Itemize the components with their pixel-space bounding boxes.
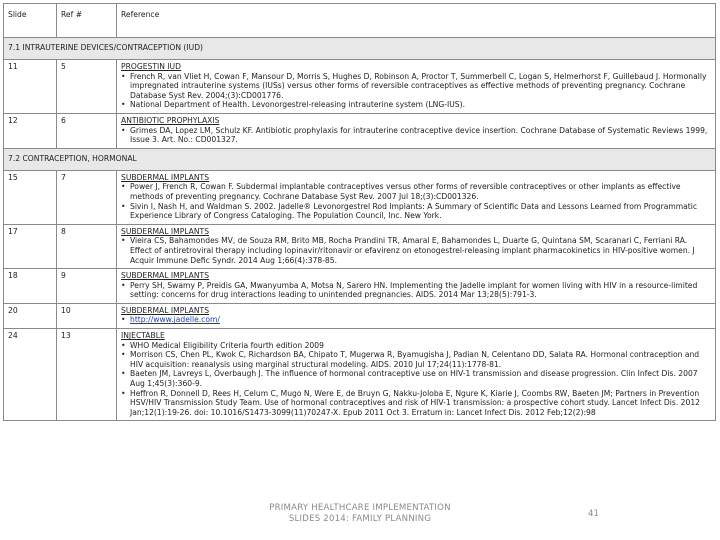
jadelle-link[interactable]: http://www.jadelle.com/ [130, 315, 220, 325]
section-title: 7.2 CONTRACEPTION, HORMONAL [4, 148, 716, 170]
ref-number-cell: 10 [57, 303, 117, 328]
slide-number-cell: 12 [4, 113, 57, 148]
reference-cell [117, 224, 716, 268]
ref-number-cell: 6 [57, 113, 117, 148]
page-number: 41 [588, 509, 599, 519]
reference-heading: SUBDERMAL IMPLANTS [121, 226, 210, 236]
footer-line-2: SLIDES 2014: FAMILY PLANNING [288, 514, 432, 524]
ref-number-cell: 7 [57, 170, 117, 224]
table-row [4, 224, 716, 268]
slide-number-cell: 18 [4, 269, 57, 304]
reference-cell [117, 329, 716, 421]
citation-list [121, 126, 711, 145]
table-row [4, 113, 716, 148]
footer-line-1: PRIMARY HEALTHCARE IMPLEMENTATION [269, 503, 451, 513]
reference-table [3, 3, 716, 421]
reference-heading: ANTIBIOTIC PROPHYLAXIS [121, 115, 220, 125]
list-item: • Morrison CS, Chen PL, Kwok C, Richardson BA, Chipato T, Mugerwa R, Byamugisha J, Padian N, Celentano DD, Salata RA. Hormonal contraception and HIV acquisition: reanalysis using marginal structural modeling. AIDS. 2010 Jul 17;24(11):1778-81. [121, 350, 711, 369]
table-row [4, 303, 716, 328]
header-reference: Reference [117, 4, 716, 38]
table-header-row [4, 4, 716, 38]
citation-list [121, 236, 711, 265]
table-row [4, 329, 716, 421]
reference-cell [117, 60, 716, 114]
ref-number-cell: 5 [57, 60, 117, 114]
citation-list [121, 341, 711, 418]
table-row [4, 60, 716, 114]
citation-list [121, 315, 711, 325]
list-item: • Grimes DA, Lopez LM, Schulz KF. Antibiotic prophylaxis for intrauterine contraceptive device insertion. Cochrane Database of Systematic Reviews 1999, Issue 3. Art. No.: CD001327. [121, 126, 711, 145]
reference-heading: SUBDERMAL IMPLANTS [121, 271, 210, 281]
section-row [4, 38, 716, 60]
reference-heading: SUBDERMAL IMPLANTS [121, 172, 210, 182]
section-title: 7.1 INTRAUTERINE DEVICES/CONTRACEPTION (IUD) [4, 38, 716, 60]
section-row [4, 148, 716, 170]
table-row [4, 269, 716, 304]
list-item: • National Department of Health. Levonorgestrel-releasing intrauterine system (LNG-IUS). [121, 100, 711, 110]
slide-number-cell: 17 [4, 224, 57, 268]
list-item: • Heffron R, Donnell D, Rees H, Celum C, Mugo N, Were E, de Bruyn G, Nakku-Joloba E, Ngure K, Kiarie J, Coombs RW, Baeten JM; Partners in Prevention HSV/HIV Transmission Study Team. Use of hormonal contraceptives and risk of HIV-1 transmission: a prospective cohort study. Lancet Infect Dis. 2012 Jan;12(1):19-26. doi: 10.1016/S1473-3099(11)70247-X. Epub 2011 Oct 3. Erratum in: Lancet Infect Dis. 2012 Feb;12(2):98 [121, 389, 711, 418]
slide-number-cell: 24 [4, 329, 57, 421]
reference-cell [117, 269, 716, 304]
ref-number-cell: 8 [57, 224, 117, 268]
header-ref: Ref # [57, 4, 117, 38]
slide-number-cell: 15 [4, 170, 57, 224]
citation-list [121, 281, 711, 300]
header-slide: Slide [4, 4, 57, 38]
list-item: • Vieira CS, Bahamondes MV, de Souza RM, Brito MB, Rocha Prandini TR, Amaral E, Bahamondes L, Duarte G, Quintana SM, Scaranari C, Ferriani RA. Effect of antiretroviral therapy including lopinavir/ritonavir or efavirenz on etonogestrel-releasing implant pharmacokinetics in HIV-positive women. J Acquir Immune Defic Syndr. 2014 Aug 1;66(4):378-85. [121, 236, 711, 265]
list-item [121, 315, 711, 325]
reference-cell [117, 303, 716, 328]
list-item: • Sivin I, Nash H, and Waldman S. 2002. Jadelle® Levonorgestrel Rod Implants: A Summary of Scientific Data and Lessons Learned from Programmatic Experience Library of Congress Cataloging. The Population Council, Inc. New York. [121, 202, 711, 221]
list-item: • Power J, French R, Cowan F. Subdermal implantable contraceptives versus other forms of reversible contraceptives or other implants as effective methods of preventing pregnancy. Cochrane Database Syst Rev. 2007 Jul 18;(3):CD001326. [121, 182, 711, 201]
slide-number-cell: 20 [4, 303, 57, 328]
ref-number-cell: 13 [57, 329, 117, 421]
reference-cell [117, 113, 716, 148]
list-item: • Perry SH, Swamy P, Preidis GA, Mwanyumba A, Motsa N, Sarero HN. Implementing the Jadelle implant for women living with HIV in a resource-limited setting: concerns for drug interactions leading to unintended pregnancies. AIDS. 2014 Mar 13;28(5):791-3. [121, 281, 711, 300]
list-item: • WHO Medical Eligibility Criteria fourth edition 2009 [121, 341, 711, 351]
reference-heading: SUBDERMAL IMPLANTS [121, 305, 210, 315]
slide-footer [250, 503, 470, 525]
citation-list [121, 182, 711, 220]
table-row [4, 170, 716, 224]
reference-heading: INJECTABLE [121, 331, 165, 341]
reference-cell [117, 170, 716, 224]
slide-number-cell: 11 [4, 60, 57, 114]
list-item: • Baeten JM, Lavreys L, Overbaugh J. The influence of hormonal contraceptive use on HIV-1 transmission and disease progression. Clin Infect Dis. 2007 Aug 1;45(3):360-9. [121, 369, 711, 388]
citation-list [121, 72, 711, 110]
reference-heading: PROGESTIN IUD [121, 62, 181, 71]
list-item: • French R, van Vliet H, Cowan F, Mansour D, Morris S, Hughes D, Robinson A, Proctor T, Summerbell C, Logan S, Helmerhorst F, Guillebaud J. Hormonally impregnated intrauterine systems (IUSs) versus other forms of reversible contraceptives as effective methods of preventing pregnancy. Cochrane Database Syst Rev. 2004;(3):CD001776. [121, 72, 711, 101]
ref-number-cell: 9 [57, 269, 117, 304]
